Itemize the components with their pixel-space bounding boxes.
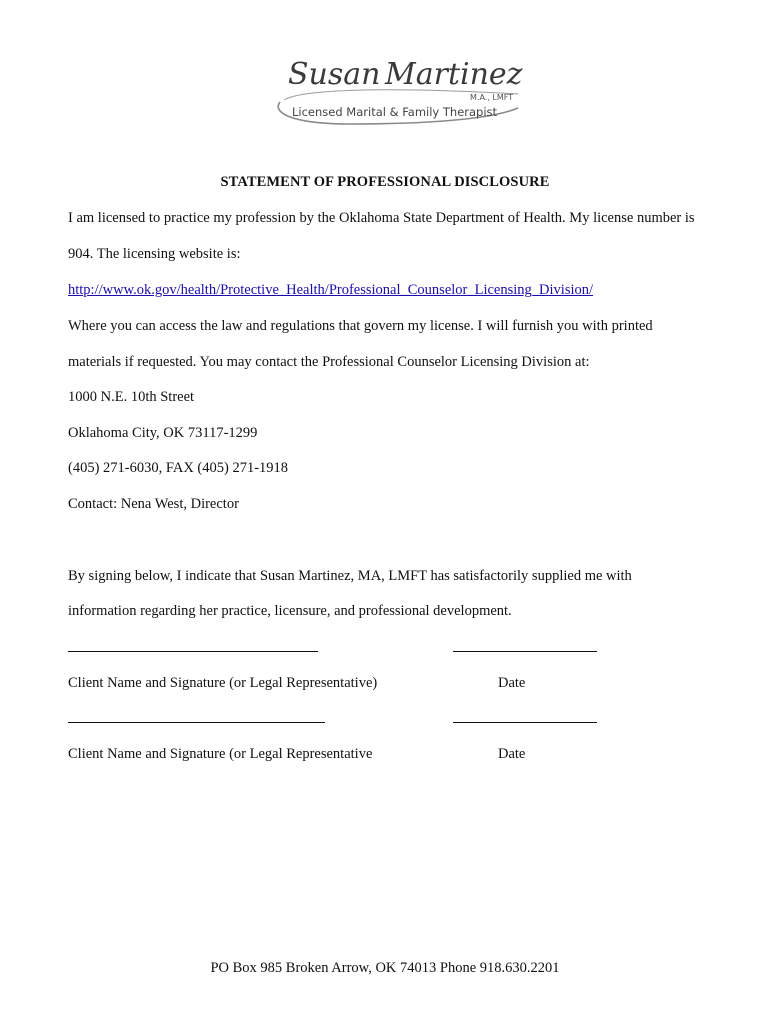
address-street: 1000 N.E. 10th Street [68, 389, 195, 405]
signature-label-1: Client Name and Signature (or Legal Representative) [68, 675, 378, 691]
therapist-logo [260, 50, 530, 130]
address-city: Oklahoma City, OK 73117-1299 [68, 425, 258, 441]
signature-line-2[interactable] [68, 722, 325, 723]
logo-credentials: M.A., LMFT [470, 93, 514, 102]
page-title: STATEMENT OF PROFESSIONAL DISCLOSURE [220, 174, 550, 190]
date-line-2[interactable] [453, 722, 597, 723]
footer-contact: PO Box 985 Broken Arrow, OK 74013 Phone 918.630.2201 [210, 960, 560, 976]
logo-graphic [260, 50, 530, 130]
date-line-1[interactable] [453, 651, 597, 652]
paragraph-line-4: materials if requested. You may contact the Professional Counselor Licensing Division at: [68, 354, 590, 370]
signature-line-1[interactable] [68, 651, 318, 652]
logo-name-last: Martinez [385, 57, 523, 92]
contact-person: Contact: Nena West, Director [68, 496, 239, 512]
paragraph-line-1: I am licensed to practice my profession by the Oklahoma State Department of Health. My license number is [68, 210, 695, 226]
paragraph-line-3: Where you can access the law and regulations that govern my license. I will furnish you with printed [68, 318, 653, 334]
logo-name-first: Susan [288, 57, 381, 92]
acknowledgement-line-1: By signing below, I indicate that Susan Martinez, MA, LMFT has satisfactorily supplied me with [68, 568, 632, 584]
logo-tagline: Licensed Marital & Family Therapist [292, 105, 498, 119]
phone-fax: (405) 271-6030, FAX (405) 271-1918 [68, 460, 289, 476]
signature-label-2: Client Name and Signature (or Legal Representative [68, 746, 373, 762]
licensing-website-link[interactable]: http://www.ok.gov/health/Protective_Health/Professional_Counselor_Licensing_Division/ [68, 282, 594, 298]
acknowledgement-line-2: information regarding her practice, licensure, and professional development. [68, 603, 512, 619]
paragraph-line-2: 904. The licensing website is: [68, 246, 241, 262]
date-label-1: Date [498, 675, 526, 691]
date-label-2: Date [498, 746, 526, 762]
